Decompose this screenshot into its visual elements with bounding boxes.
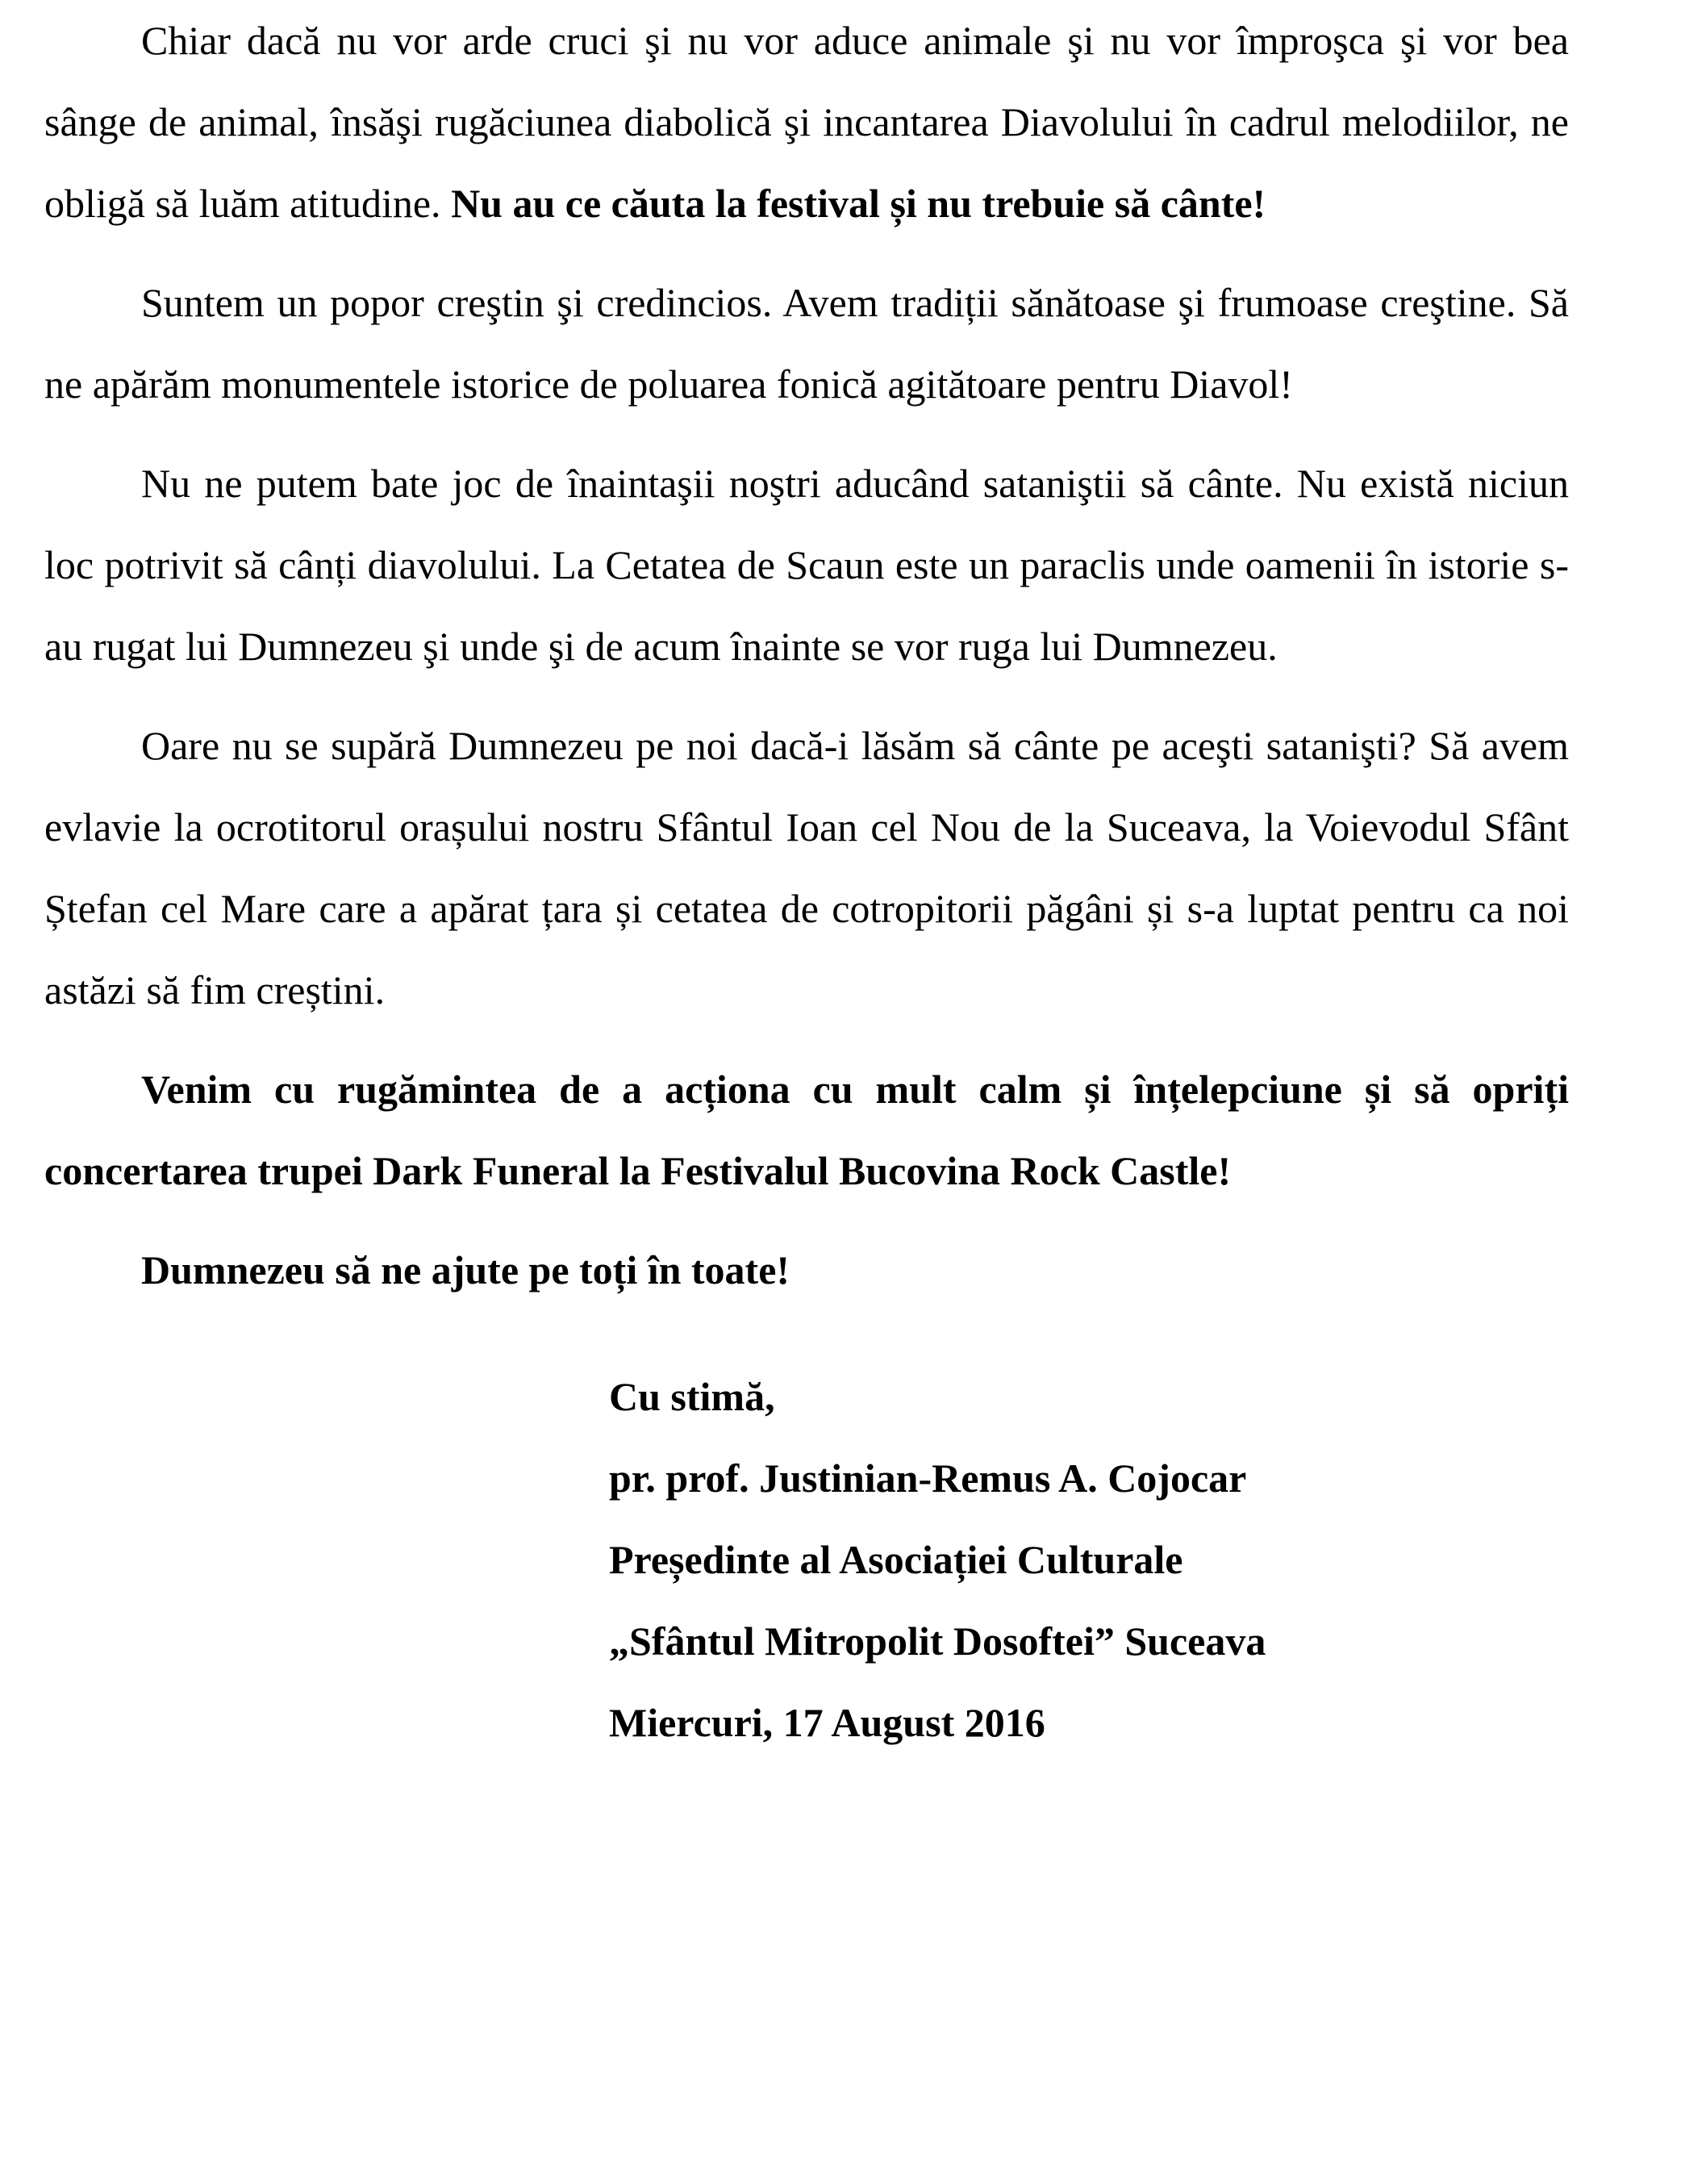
paragraph-2 [44,262,1569,425]
paragraph-2-run-normal: Suntem un popor creştin şi credincios. Avem tradiții sănătoase şi frumoase creştine. Să ne apărăm monumentele istorice de poluarea fonică agitătoare pentru Diavol! [44,280,1569,407]
signature-line-role: Președinte al Asociației Culturale [609,1537,1183,1582]
paragraph-5-run-bold: Venim cu rugămintea de a acționa cu mult calm și înțelepciune și să opriți concertarea trupei Dark Funeral la Festivalul Bucovina Rock Castle! [44,1067,1569,1193]
paragraph-1 [44,0,1569,244]
paragraph-1-run-normal: Chiar dacă nu vor arde cruci şi nu vor aduce animale şi nu vor împroşca şi vor bea sânge de animal, însăşi rugăciunea diabolică şi incantarea Diavolului în cadrul melodiilor, ne obligă să luăm atitudine. [44,18,1569,226]
closing-blessing-line [44,1230,1569,1311]
signature-line-name: pr. prof. Justinian-Remus A. Cojocar [609,1455,1247,1501]
document-body [44,0,1569,1764]
signature-line-organization: „Sfântul Mitropolit Dosoftei” Suceava [609,1618,1266,1664]
paragraph-3 [44,443,1569,687]
closing-blessing-text: Dumnezeu să ne ajute pe toți în toate! [141,1247,790,1292]
paragraph-4 [44,705,1569,1031]
paragraph-4-run-normal: Oare nu se supără Dumnezeu pe noi dacă-i lăsăm să cânte pe aceşti satanişti? Să avem evlavie la ocrotitorul orașului nostru Sfântul Ioan cel Nou de la Suceava, la Voievodul Sfânt Ștefan cel Mare care a apărat țara și cetatea de cotropitorii păgâni și s-a luptat pentru ca noi astăzi să fim creștini. [44,723,1569,1013]
paragraph-5-appeal [44,1049,1569,1212]
signature-line-salutation: Cu stimă, [609,1374,775,1419]
paragraph-1-run-bold: Nu au ce căuta la festival și nu trebuie să cânte! [451,181,1266,226]
signature-line-date: Miercuri, 17 August 2016 [609,1700,1045,1745]
signature-block [609,1356,1569,1764]
paragraph-3-run-normal: Nu ne putem bate joc de înaintaşii noştri aducând sataniştii să cânte. Nu există niciun loc potrivit să cânți diavolului. La Cetatea de Scaun este un paraclis unde oamenii în istorie s-au rugat lui Dumnezeu şi unde şi de acum înainte se vor ruga lui Dumnezeu. [44,461,1569,669]
